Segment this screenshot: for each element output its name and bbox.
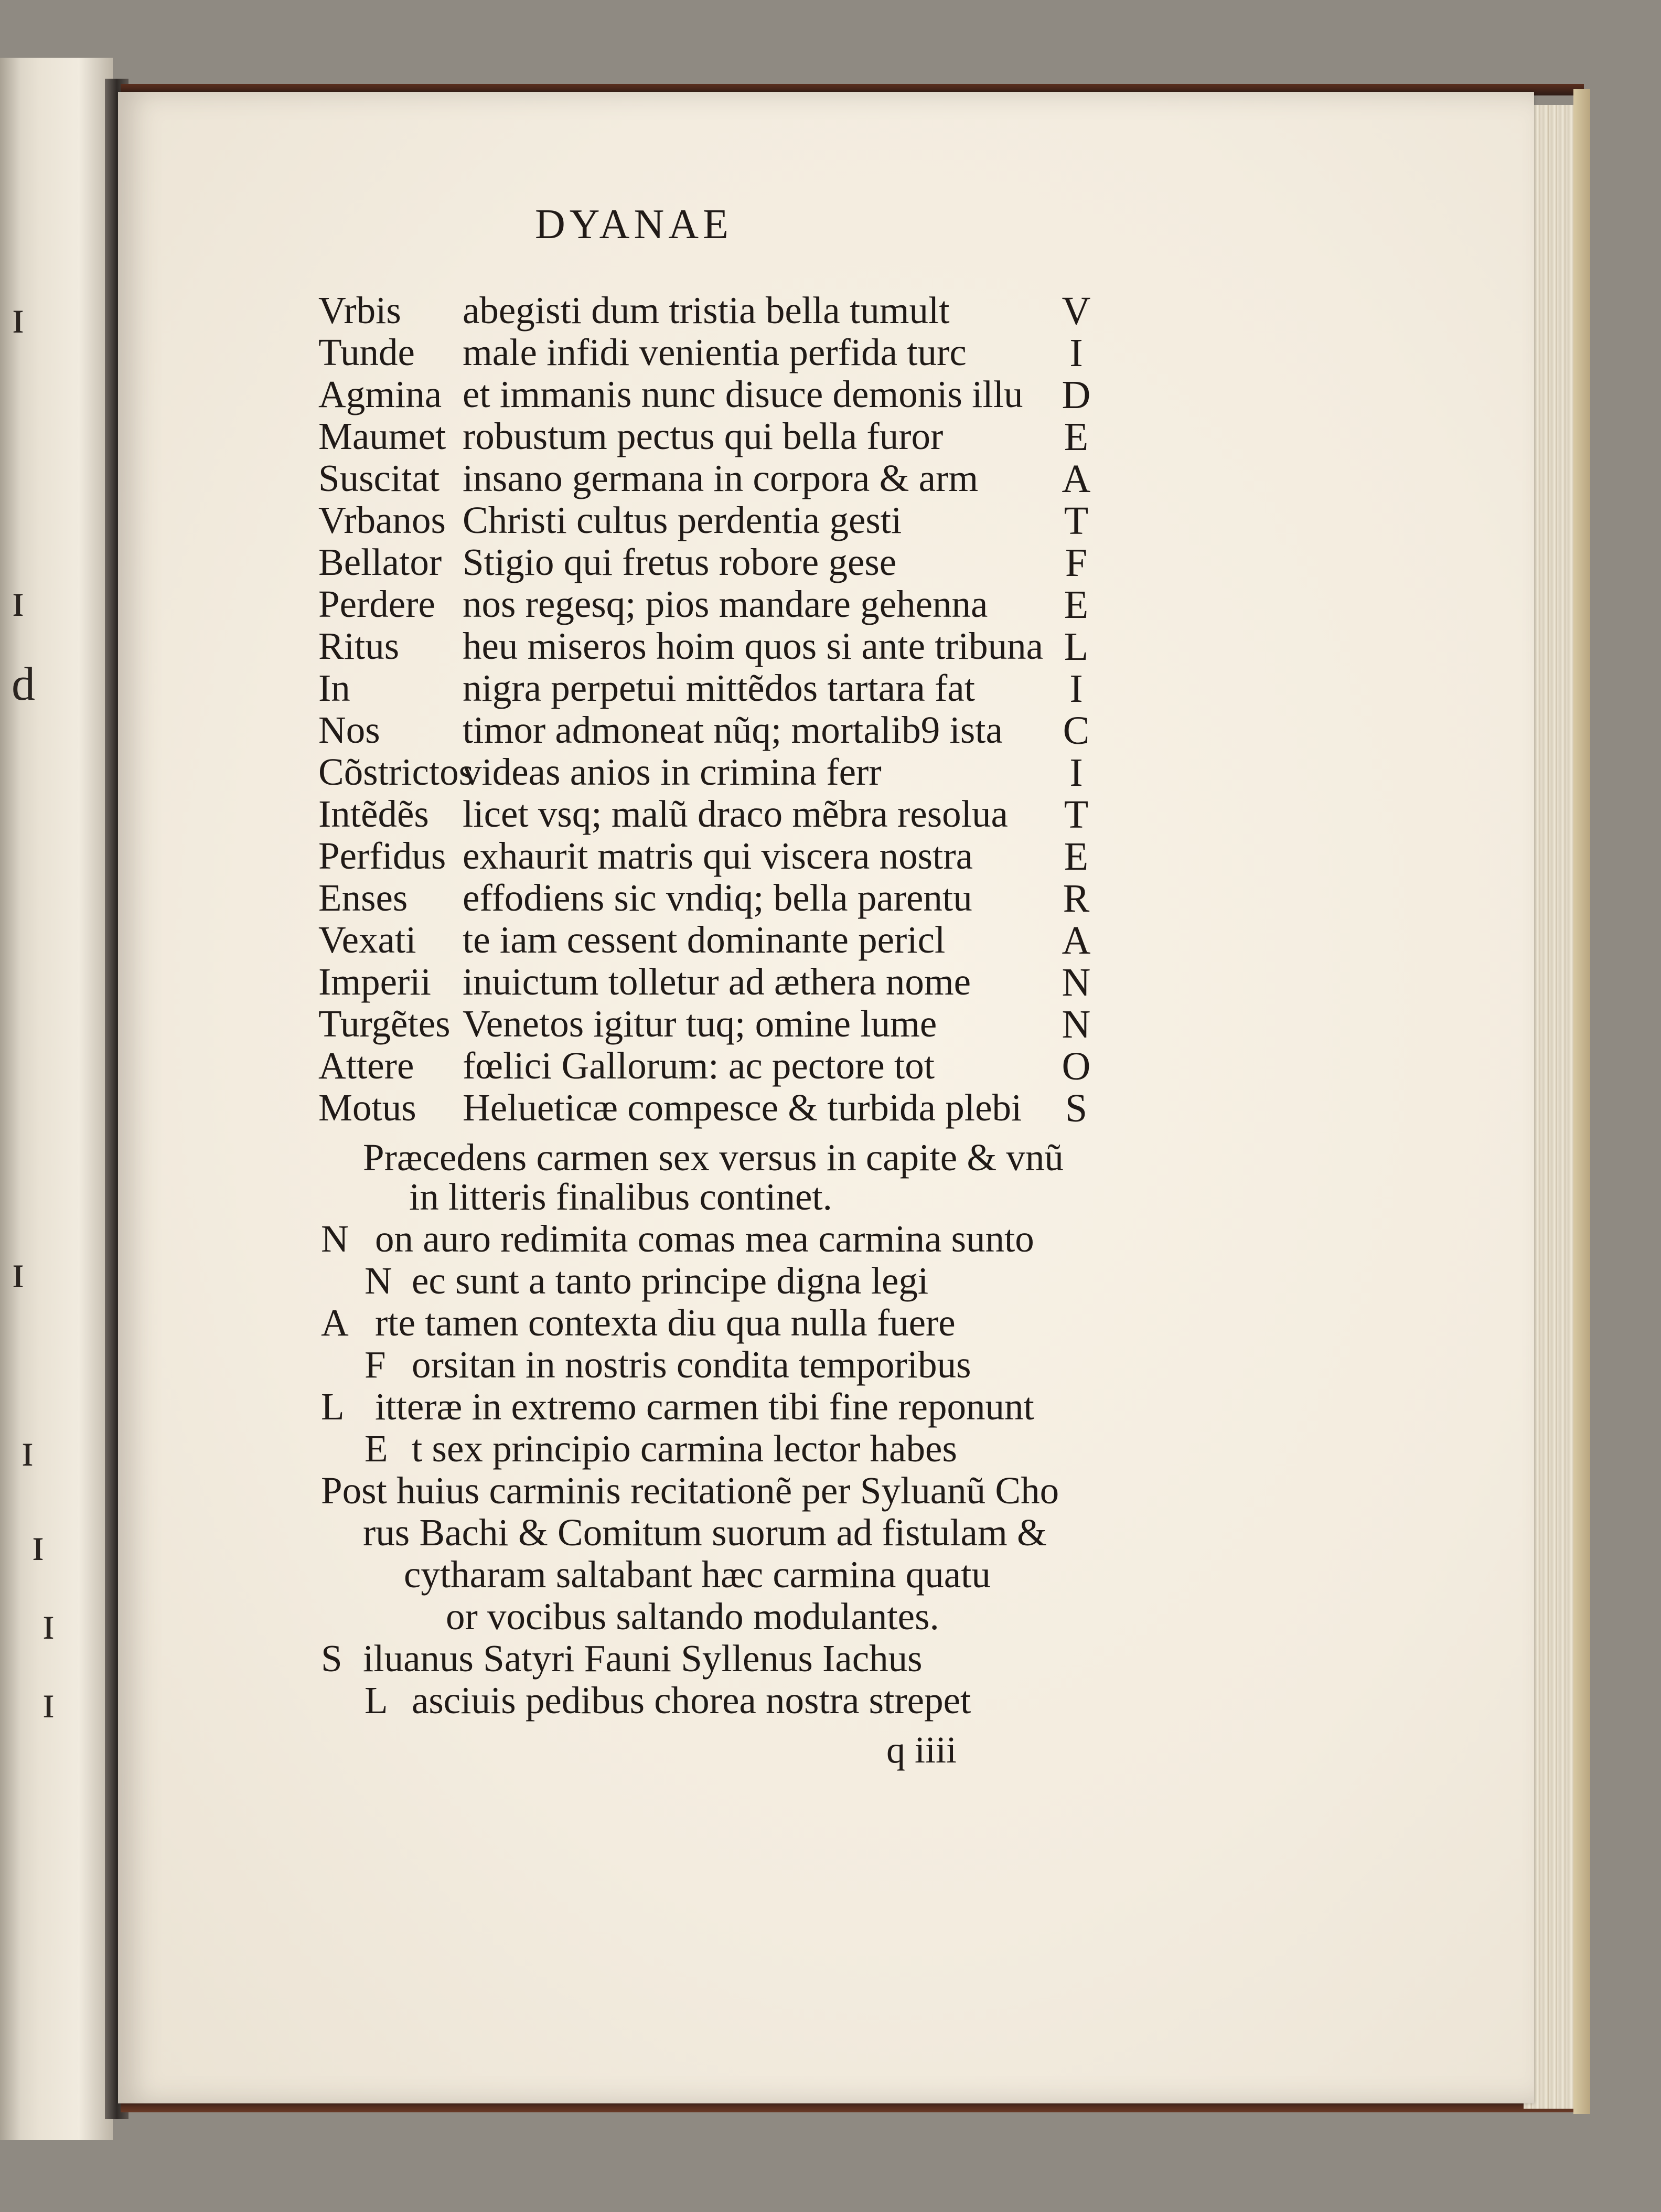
acrostic-letter: L — [1064, 625, 1089, 669]
left-page-glyph: d — [12, 658, 35, 710]
acrostic-verse: abegisti dum tristia bella tumult — [463, 289, 950, 332]
acrostic-row — [318, 1088, 1105, 1130]
acrostic-letter: F — [1065, 541, 1088, 585]
acrostic-row — [318, 291, 1105, 333]
acrostic-first-word: Agmina — [318, 373, 442, 415]
acrostic-first-word: Attere — [318, 1044, 414, 1087]
note-line: Præcedens carmen sex versus in capite & vnũ — [363, 1136, 1064, 1179]
acrostic-first-word: Maumet — [318, 415, 446, 457]
couplet-initial: N — [321, 1217, 349, 1260]
acrostic-row — [318, 417, 1105, 459]
acrostic-first-word: Perfidus — [318, 835, 446, 877]
note-line: in litteris finalibus continet. — [409, 1176, 832, 1218]
acrostic-row — [318, 879, 1105, 921]
acrostic-verse: fœlici Gallorum: ac pectore tot — [463, 1044, 935, 1087]
couplet-line: on auro redimita comas mea carmina sunto — [375, 1217, 1034, 1260]
acrostic-letter: A — [1062, 457, 1091, 501]
acrostic-verse: Christi cultus perdentia gesti — [463, 499, 902, 541]
signature-mark: q iiii — [886, 1729, 957, 1771]
acrostic-row — [318, 1046, 1105, 1088]
acrostic-verse: robustum pectus qui bella furor — [463, 415, 944, 457]
acrostic-verse: heu miseros hoim quos si ante tribuna — [463, 625, 1044, 667]
acrostic-first-word: Vexati — [318, 918, 416, 961]
left-page-glyph: ɪ — [31, 1519, 45, 1570]
acrostic-first-word: Enses — [318, 877, 408, 919]
acrostic-verse: inuictum tolletur ad æthera nome — [463, 960, 971, 1003]
left-page-edge — [0, 58, 21, 2140]
acrostic-letter: I — [1069, 667, 1083, 711]
acrostic-first-word: Vrbis — [318, 289, 401, 332]
rubric-line: cytharam saltabant hæc carmina quatu — [404, 1553, 991, 1596]
acrostic-first-word: Intẽdẽs — [318, 793, 429, 835]
couplet-line: asciuis pedibus chorea nostra strepet — [412, 1679, 971, 1722]
acrostic-row — [318, 753, 1105, 795]
acrostic-first-word: Turgẽtes — [318, 1002, 451, 1045]
left-page-glyph: ɪ — [42, 1597, 56, 1649]
acrostic-letter: C — [1063, 709, 1090, 753]
left-page-glyph: ɪ — [12, 291, 25, 343]
left-page-glyph: ɪ — [21, 1424, 35, 1476]
acrostic-row — [318, 333, 1105, 375]
acrostic-row — [318, 918, 1105, 963]
page-heading: DYANAE — [535, 201, 733, 248]
acrostic-verse: te iam cessent dominante pericl — [463, 918, 946, 961]
couplet-initial: N — [365, 1259, 392, 1302]
rubric-line: Post huius carminis recitationẽ per Syluanũ Cho — [321, 1469, 1059, 1512]
acrostic-letter: E — [1064, 835, 1089, 879]
acrostic-verse: Stigio qui fretus robore gese — [463, 541, 897, 583]
acrostic-row — [318, 627, 1105, 669]
acrostic-first-word: Imperii — [318, 960, 431, 1003]
acrostic-first-word: Nos — [318, 709, 380, 751]
left-page-glyph: ɪ — [12, 1246, 25, 1298]
acrostic-row — [318, 459, 1105, 501]
acrostic-verse: exhaurit matris qui viscera nostra — [463, 835, 973, 877]
couplet-line: itteræ in extremo carmen tibi fine reponunt — [375, 1385, 1034, 1428]
couplet-line: orsitan in nostris condita temporibus — [412, 1343, 971, 1386]
acrostic-verse: nos regesq; pios mandare gehenna — [463, 583, 988, 625]
acrostic-letter: N — [1062, 960, 1091, 1005]
acrostic-verse: Helueticæ compesce & turbida plebi — [463, 1086, 1022, 1129]
acrostic-verse: videas anios in crimina ferr — [463, 751, 882, 793]
left-page-glyph: ɪ — [12, 574, 25, 626]
acrostic-first-word: Tunde — [318, 331, 415, 373]
acrostic-verse: et immanis nunc disuce demonis illu — [463, 373, 1023, 415]
acrostic-row — [318, 669, 1105, 711]
acrostic-verse: timor admoneat nũq; mortalib9 ista — [463, 709, 1003, 751]
acrostic-row — [318, 585, 1105, 627]
acrostic-verse: insano germana in corpora & arm — [463, 457, 979, 499]
acrostic-letter: V — [1062, 289, 1091, 333]
couplet-line: ec sunt a tanto principe digna legi — [412, 1259, 929, 1302]
acrostic-first-word: Perdere — [318, 583, 435, 625]
couplet-initial: L — [365, 1679, 388, 1722]
acrostic-row — [318, 501, 1105, 543]
couplet-initial: F — [365, 1343, 386, 1386]
acrostic-letter: O — [1062, 1044, 1091, 1088]
acrostic-letter: A — [1062, 918, 1091, 963]
couplet-initial: L — [321, 1385, 345, 1428]
acrostic-verse: effodiens sic vndiq; bella parentu — [463, 877, 972, 919]
acrostic-first-word: Motus — [318, 1086, 416, 1129]
rubric-line: rus Bachi & Comitum suorum ad fistulam & — [363, 1511, 1047, 1554]
couplet-line: iluanus Satyri Fauni Syllenus Iachus — [363, 1637, 923, 1680]
acrostic-letter: E — [1064, 583, 1089, 627]
acrostic-verse: licet vsq; malũ draco mẽbra resolua — [463, 793, 1008, 835]
acrostic-first-word: Vrbanos — [318, 499, 446, 541]
cover-edge — [1573, 89, 1590, 2114]
acrostic-row — [318, 375, 1105, 417]
acrostic-letter: N — [1062, 1002, 1091, 1046]
acrostic-row — [318, 795, 1105, 837]
acrostic-letter: I — [1069, 331, 1083, 375]
acrostic-first-word: Ritus — [318, 625, 400, 667]
acrostic-letter: D — [1062, 373, 1091, 417]
acrostic-letter: T — [1064, 499, 1089, 543]
acrostic-row — [318, 837, 1105, 879]
acrostic-letter: I — [1069, 751, 1083, 795]
acrostic-first-word: Bellator — [318, 541, 442, 583]
acrostic-letter: E — [1064, 415, 1089, 459]
acrostic-row — [318, 543, 1105, 585]
acrostic-letter: T — [1064, 793, 1089, 837]
rubric-line: or vocibus saltando modulantes. — [446, 1595, 939, 1638]
acrostic-first-word: Cõstrictos — [318, 751, 474, 793]
couplet-line: rte tamen contexta diu qua nulla fuere — [375, 1301, 956, 1344]
couplet-line: t sex principio carmina lector habes — [412, 1427, 957, 1470]
couplet-initial: S — [321, 1637, 342, 1680]
acrostic-letter: S — [1065, 1086, 1088, 1130]
left-page-glyph: ɪ — [42, 1676, 56, 1728]
acrostic-row — [318, 1002, 1105, 1046]
acrostic-verse: male infidi venientia perfida turc — [463, 331, 967, 373]
acrostic-first-word: Suscitat — [318, 457, 440, 499]
couplet-initial: A — [321, 1301, 349, 1344]
acrostic-row — [318, 960, 1105, 1005]
acrostic-letter: R — [1063, 877, 1090, 921]
acrostic-verse: nigra perpetui mittẽdos tartara fat — [463, 667, 975, 709]
acrostic-row — [318, 711, 1105, 753]
acrostic-verse: Venetos igitur tuq; omine lume — [463, 1002, 937, 1045]
couplet-initial: E — [365, 1427, 388, 1470]
acrostic-first-word: In — [318, 667, 350, 709]
